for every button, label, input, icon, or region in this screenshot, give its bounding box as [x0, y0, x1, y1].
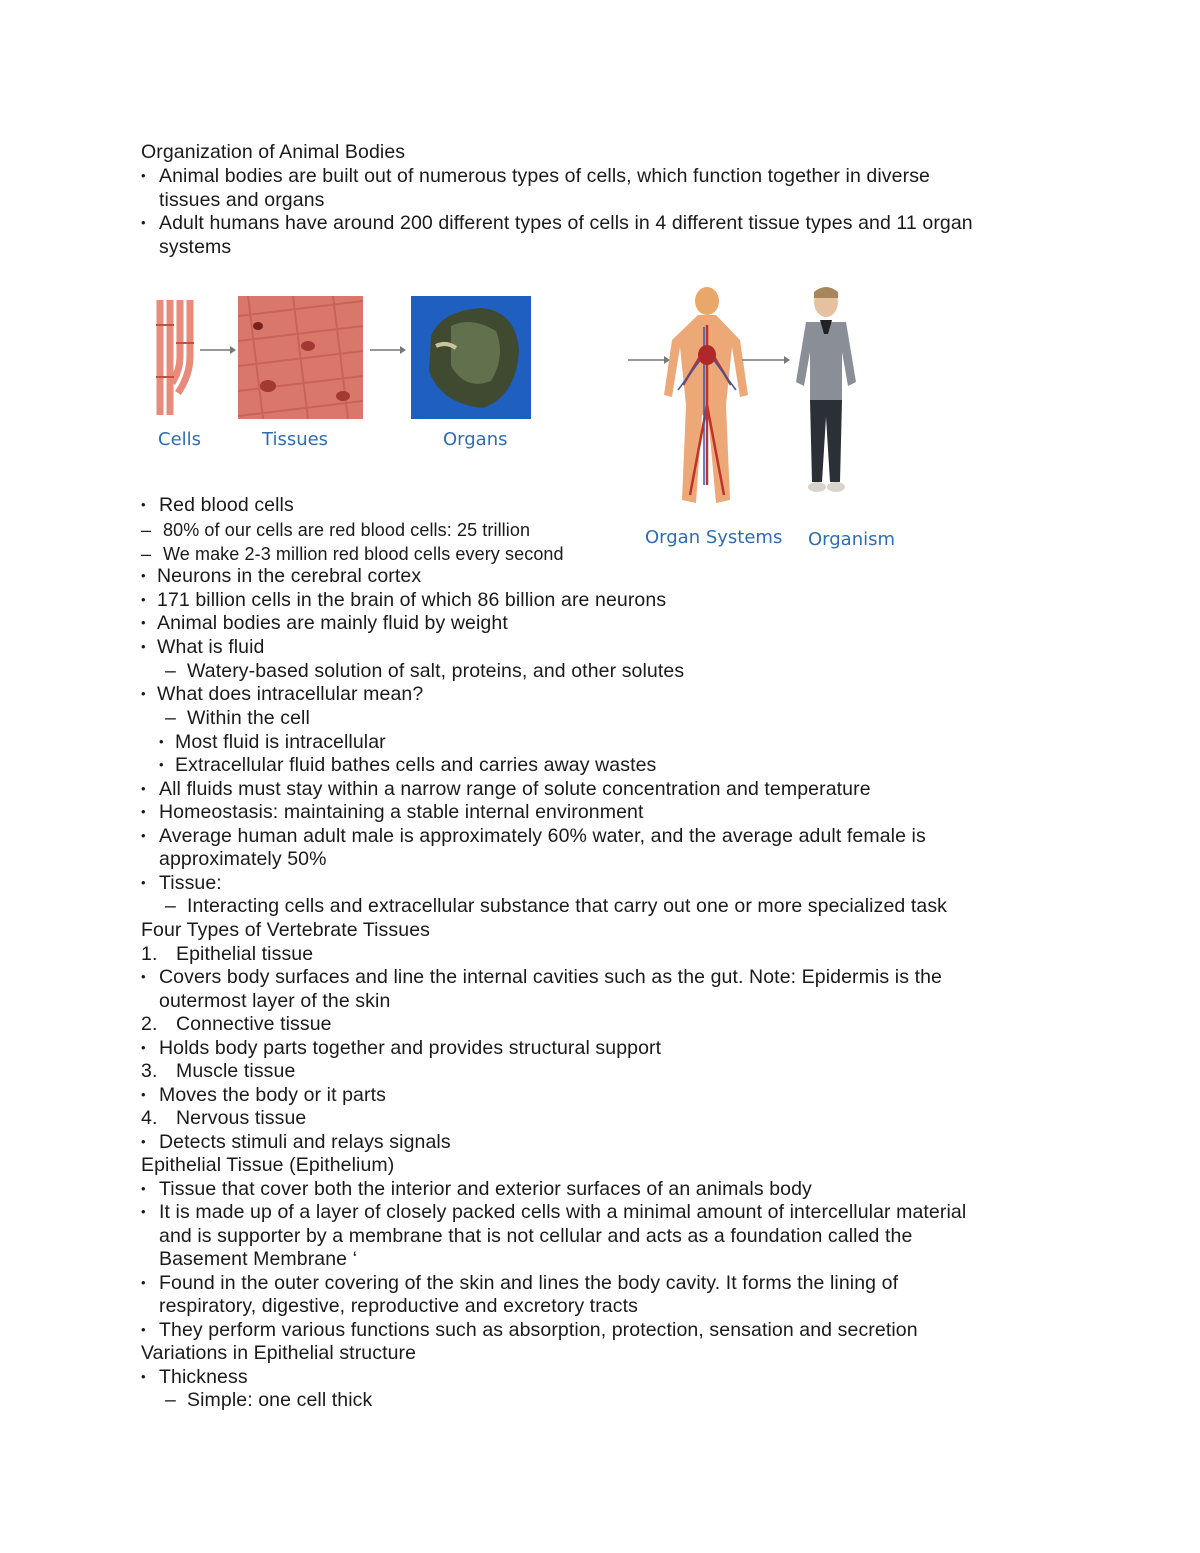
dash-icon: –: [165, 895, 176, 917]
sub-list-item: – Interacting cells and extracellular substance that carry out one or more specialized task: [165, 895, 948, 917]
list-item: • Found in the outer covering of the skin and lines the body cavity. It forms the lining of: [141, 1272, 899, 1294]
page-title: Organization of Animal Bodies: [141, 141, 406, 163]
list-item: • Red blood cells: [141, 494, 294, 516]
list-item: • Holds body parts together and provides structural support: [141, 1037, 662, 1059]
bullet-icon: •: [141, 1134, 146, 1149]
numbered-item: 4. Nervous tissue: [141, 1107, 307, 1129]
sub-list-item: • Most fluid is intracellular: [159, 731, 386, 753]
bullet-icon: •: [141, 1040, 146, 1055]
dash-icon: –: [165, 1389, 176, 1411]
list-item: • Adult humans have around 200 different types of cells in 4 different tissue types and 11 organ: [141, 212, 973, 234]
bullet-icon: •: [159, 734, 164, 749]
dash-icon: –: [165, 707, 176, 729]
bullet-icon: •: [141, 168, 146, 183]
bullet-icon: •: [141, 781, 146, 796]
section-heading: Four Types of Vertebrate Tissues: [141, 919, 430, 941]
bullet-icon: •: [141, 875, 146, 890]
arrow-icon: [198, 342, 238, 358]
sub-list-item: – Simple: one cell thick: [165, 1389, 373, 1411]
bullet-icon: •: [141, 497, 146, 512]
organs-label: Organs: [443, 429, 508, 450]
bullet-icon: •: [141, 1204, 146, 1219]
numbered-item: 2. Connective tissue: [141, 1013, 332, 1035]
sub-list-item: – Within the cell: [165, 707, 310, 729]
bullet-icon: •: [141, 969, 146, 984]
numbered-item: 1. Epithelial tissue: [141, 943, 314, 965]
tissue-micrograph-image: [238, 296, 363, 419]
tissues-label: Tissues: [262, 429, 329, 450]
section-heading: Variations in Epithelial structure: [141, 1342, 417, 1364]
bullet-icon: •: [141, 804, 146, 819]
dash-icon: –: [141, 544, 152, 564]
list-item: • It is made up of a layer of closely packed cells with a minimal amount of intercellular material: [141, 1201, 967, 1223]
list-item-continued: systems: [159, 236, 232, 258]
list-item-continued: Basement Membrane ‘: [159, 1248, 358, 1270]
sub-list-item: – We make 2-3 million red blood cells every second: [141, 544, 564, 564]
sub-list-item: • Extracellular fluid bathes cells and carries away wastes: [159, 754, 657, 776]
bullet-icon: •: [141, 686, 146, 701]
list-item-continued: tissues and organs: [159, 189, 325, 211]
bullet-icon: •: [141, 639, 146, 654]
list-item: • Animal bodies are mainly fluid by weight: [141, 612, 508, 634]
list-item: • 171 billion cells in the brain of which 86 billion are neurons: [141, 589, 667, 611]
list-item: • Homeostasis: maintaining a stable internal environment: [141, 801, 644, 823]
list-item: • Neurons in the cerebral cortex: [141, 565, 422, 587]
list-item: • Tissue that cover both the interior and exterior surfaces of an animals body: [141, 1178, 812, 1200]
list-item: • Moves the body or it parts: [141, 1084, 386, 1106]
heart-organ-image: [411, 296, 531, 419]
bullet-icon: •: [141, 568, 146, 583]
sub-list-item: – Watery-based solution of salt, proteins, and other solutes: [165, 660, 685, 682]
list-item: • Animal bodies are built out of numerous types of cells, which function together in diverse: [141, 165, 930, 187]
cells-label: Cells: [158, 429, 202, 450]
list-item: • All fluids must stay within a narrow range of solute concentration and temperature: [141, 778, 871, 800]
bullet-icon: •: [141, 592, 146, 607]
bullet-icon: •: [159, 757, 164, 772]
section-heading: Epithelial Tissue (Epithelium): [141, 1154, 395, 1176]
list-item-continued: outermost layer of the skin: [159, 990, 391, 1012]
list-item: • What does intracellular mean?: [141, 683, 424, 705]
sub-list-item: – 80% of our cells are red blood cells: 25 trillion: [141, 520, 531, 540]
bullet-icon: •: [141, 1322, 146, 1337]
list-item: • They perform various functions such as absorption, protection, sensation and secretion: [141, 1319, 918, 1341]
list-item: • Tissue:: [141, 872, 222, 894]
list-item: • What is fluid: [141, 636, 265, 658]
bullet-icon: •: [141, 1181, 146, 1196]
bullet-icon: •: [141, 1087, 146, 1102]
dash-icon: –: [141, 520, 152, 540]
list-item-continued: respiratory, digestive, reproductive and excretory tracts: [159, 1295, 638, 1317]
bullet-icon: •: [141, 1275, 146, 1290]
list-item-continued: and is supporter by a membrane that is not cellular and acts as a foundation called the: [159, 1225, 913, 1247]
bullet-icon: •: [141, 615, 146, 630]
list-item-continued: approximately 50%: [159, 848, 327, 870]
list-item: • Thickness: [141, 1366, 248, 1388]
dash-icon: –: [165, 660, 176, 682]
numbered-item: 3. Muscle tissue: [141, 1060, 296, 1082]
arrow-icon: [368, 342, 408, 358]
bullet-icon: •: [141, 828, 146, 843]
organism-person-image: [784, 282, 866, 500]
organism-label: Organism: [808, 529, 896, 550]
list-item: • Covers body surfaces and line the internal cavities such as the gut. Note: Epidermis is the: [141, 966, 942, 988]
bullet-icon: •: [141, 1369, 146, 1384]
organ-systems-label: Organ Systems: [645, 527, 783, 548]
bullet-icon: •: [141, 215, 146, 230]
organ-systems-image: [648, 285, 766, 510]
list-item: • Average human adult male is approximately 60% water, and the average adult female is: [141, 825, 926, 847]
list-item: • Detects stimuli and relays signals: [141, 1131, 451, 1153]
